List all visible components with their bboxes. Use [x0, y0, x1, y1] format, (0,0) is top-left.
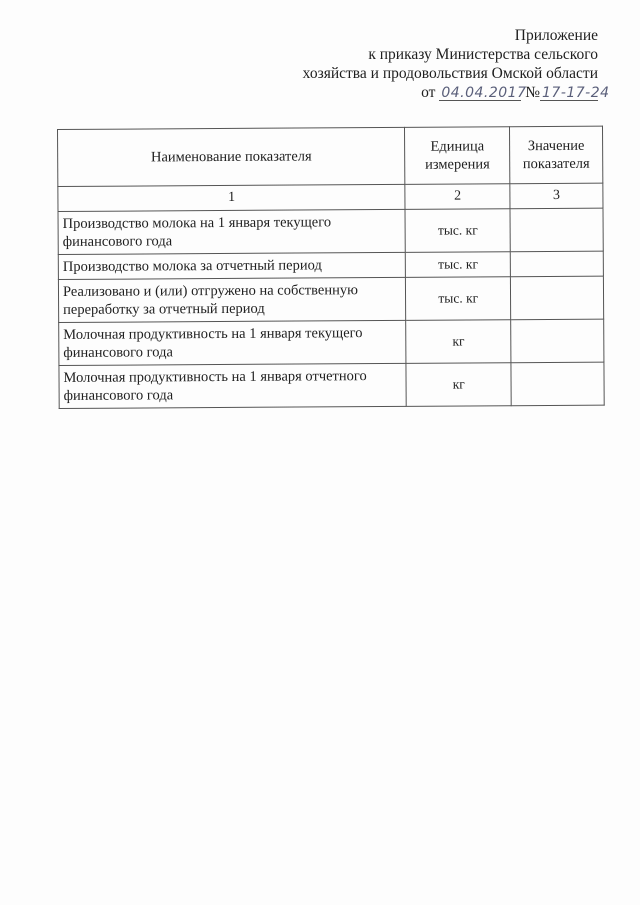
- column-number-2: 2: [405, 184, 510, 210]
- table-header-row: [58, 126, 603, 186]
- table-row: [58, 251, 603, 279]
- table-row: [58, 276, 603, 322]
- header-unit: Единица измерения: [405, 127, 510, 185]
- column-number-3: 3: [510, 183, 603, 209]
- table-row: [58, 208, 603, 254]
- handwritten-order-number: 17-17-24: [542, 85, 610, 101]
- indicator-name: Производство молока за отчетный период: [58, 252, 405, 279]
- indicator-value: [511, 319, 604, 363]
- indicator-unit: тыс. кг: [405, 209, 510, 253]
- indicator-unit: кг: [406, 363, 511, 407]
- indicator-unit: кг: [406, 320, 511, 364]
- indicator-name: Реализовано и (или) отгружено на собственную переработку за отчетный период: [58, 277, 406, 322]
- table-row: [59, 319, 604, 365]
- order-reference-line: к приказу Министерства сельского: [368, 46, 598, 63]
- indicators-table: [57, 126, 605, 409]
- handwritten-date: 04.04.2017: [441, 85, 527, 101]
- indicator-value: [511, 276, 604, 320]
- indicator-name: Молочная продуктивность на 1 января отчетного финансового года: [59, 363, 407, 408]
- indicator-name: Производство молока на 1 января текущего финансового года: [58, 209, 406, 254]
- ministry-name-line: хозяйства и продовольствия Омской области: [302, 65, 598, 82]
- indicator-unit: тыс. кг: [406, 252, 511, 278]
- table-row: [59, 362, 604, 408]
- indicator-unit: тыс. кг: [406, 277, 511, 321]
- indicator-value: [510, 251, 603, 277]
- indicator-value: [511, 362, 604, 406]
- column-number-row: [58, 183, 603, 211]
- column-number-1: 1: [58, 184, 405, 211]
- indicator-value: [510, 208, 603, 252]
- header-value: Значение показателя: [510, 126, 603, 184]
- from-label: от: [421, 84, 436, 101]
- appendix-header: [302, 26, 610, 102]
- order-date-number-line: [303, 83, 610, 102]
- header-indicator-name: Наименование показателя: [58, 127, 406, 186]
- appendix-title: Приложение: [514, 27, 598, 44]
- indicator-name: Молочная продуктивность на 1 января текущего финансового года: [59, 320, 407, 365]
- number-label: №: [525, 84, 540, 101]
